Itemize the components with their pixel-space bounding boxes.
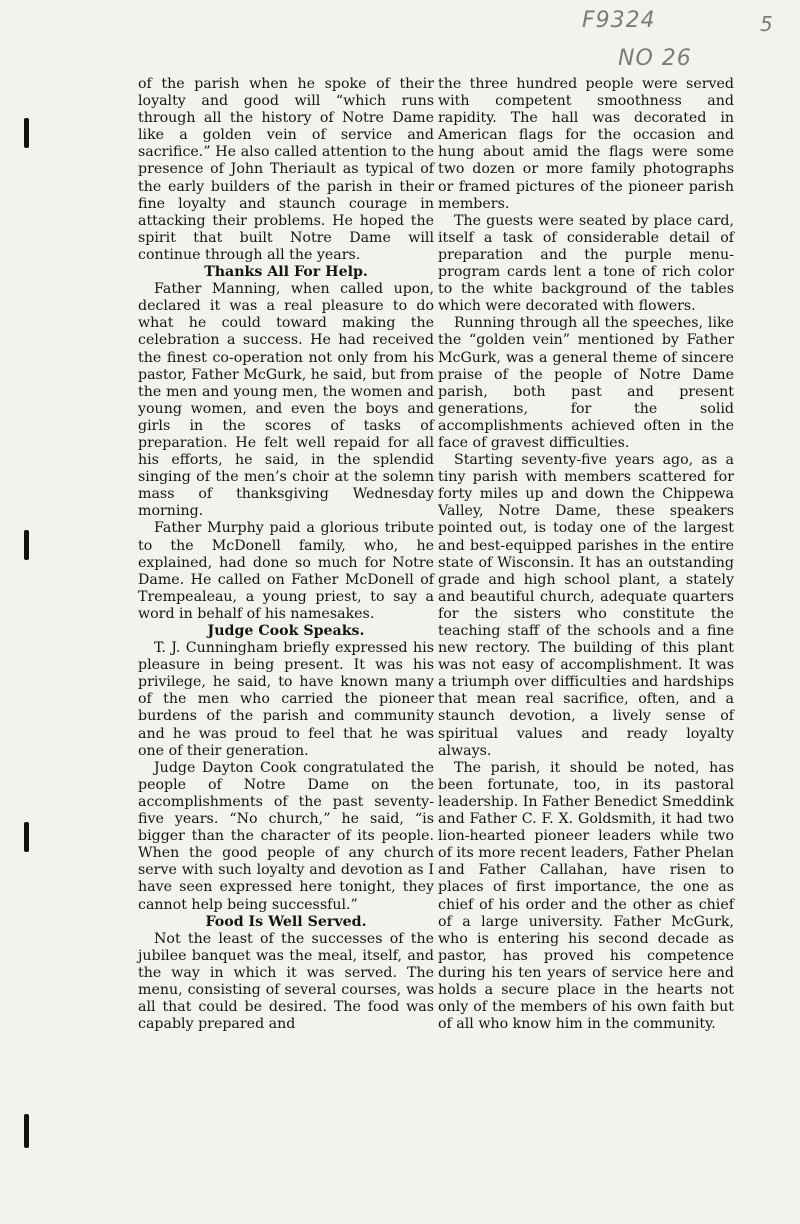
paragraph: The guests were seated by place card, itself a task of considerable detail of preparation and the purple menu-program cards lent a tone of rich color to the white background of the tables which were decorated with flowers. [438, 212, 734, 315]
subheading: Food Is Well Served. [205, 913, 367, 930]
subheading: Thanks All For Help. [204, 264, 368, 281]
paragraph: Father Manning, when called upon, declared it was a real pleasure to do what he could toward making the celebration a success. He had received the finest co-operation not only from his pastor, Father McGurk, he said, but from the men and young men, the women and young women, and even the boys and girls in the scores of tasks of preparation. He felt well repaid for all his efforts, he said, in the splendid singing of the men’s choir at the solemn mass of thanksgiving Wednesday morning. [138, 281, 434, 520]
paragraph: T. J. Cunningham briefly expressed his pleasure in being present. It was his privilege, he said, to have known many of the men who carried the pioneer burdens of the parish and community and he was proud to feel that he was one of their generation. [138, 640, 434, 759]
binding-mark [24, 822, 29, 852]
page-number-stamp: 5 [760, 12, 774, 36]
paragraph: Judge Dayton Cook congratulated the people of Notre Dame on the accomplishments of the past seventy-five years. “No church,” he said, “is bigger than the character of its people. When the good people of any church serve with such loyalty and devotion as I have seen expressed here tonight, they cannot help being successful.” [138, 759, 434, 913]
paragraph: Father Murphy paid a glorious tribute to the McDonell family, who, he explained, had done so much for Notre Dame. He called on Father McDonell of Trempealeau, a young priest, to say a word in behalf of his namesakes. [138, 520, 434, 622]
archive-code-stamp: F9324 [582, 8, 656, 33]
paragraph: of the parish when he spoke of their loyalty and good will “which runs through all the history of Notre Dame like a golden vein of service and sacrifice.” He also called attention to the presence of John Theriault as typical of the early builders of the parish in their fine loyalty and staunch courage in attacking their problems. He hoped the spirit that built Notre Dame will continue through all the years. [138, 76, 434, 263]
paragraph: the three hundred people were served with competent smoothness and rapidity. The hall was decorated in American flags for the occasion and hung about amid the flags were some two dozen or more family photographs or framed pictures of the pioneer parish members. [438, 76, 734, 212]
binding-mark [24, 1114, 29, 1148]
binding-mark [24, 530, 29, 560]
paragraph: Starting seventy-five years ago, as a tiny parish with members scattered for forty miles up and down the Chippewa Valley, Notre Dame, these speakers pointed out, is today one of the largest and best-equipped parishes in the entire state of Wisconsin. It has an outstanding grade and high school plant, a stately and beautiful church, adequate quarters for the sisters who constitute the teaching staff of the schools and a fine new rectory. The building of this plant was not easy of accomplishment. It was a triumph over difficulties and hardships that mean real sacrifice, often, and a staunch devotion, a lively sense of spiritual values and ready loyalty always. [438, 452, 734, 759]
paragraph: Running through all the speeches, like the “golden vein” mentioned by Father McGurk, was a general theme of sincere praise of the people of Notre Dame parish, both past and present generations, for the solid accomplishments achieved often in the face of gravest difficulties. [438, 315, 734, 451]
left-article-column [138, 76, 434, 1033]
archive-number-stamp: NO 26 [618, 46, 692, 71]
subheading: Judge Cook Speaks. [207, 623, 365, 639]
binding-mark [24, 118, 29, 148]
paragraph: Not the least of the successes of the jubilee banquet was the meal, itself, and the way in which it was served. The menu, consisting of several courses, was all that could be desired. The food was capably prepared and [138, 930, 434, 1033]
right-article-column [438, 76, 734, 1033]
paragraph: The parish, it should be noted, has been fortunate, too, in its pastoral leadership. In Father Benedict Smeddink and Father C. F. X. Goldsmith, it had two lion-hearted pioneer leaders while two of its more recent leaders, Father Phelan and Father Callahan, have risen to places of first importance, the one as chief of his order and the other as chief of a large university. Father McGurk, who is entering his second decade as pastor, has proved his competence during his ten years of service here and holds a secure place in the hearts not only of the members of his own faith but of all who know him in the community. [438, 759, 734, 1033]
